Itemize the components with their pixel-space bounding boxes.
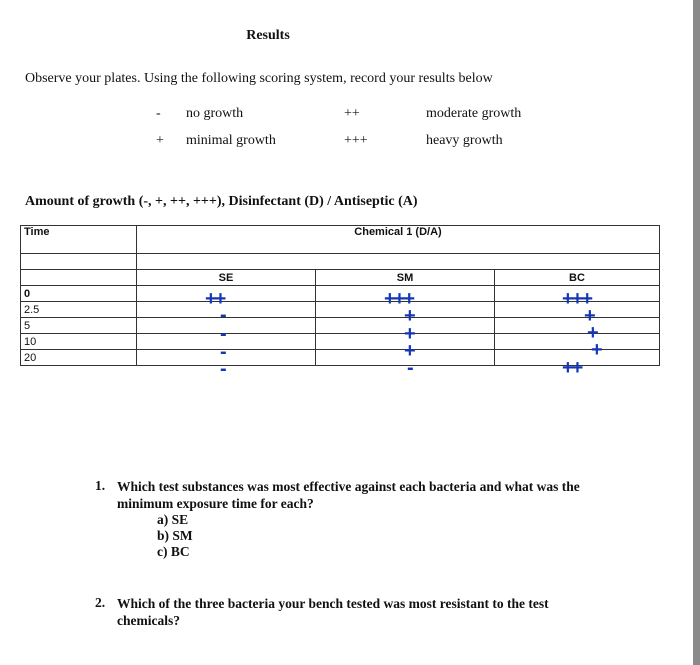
time-row-label: 20 [21, 350, 137, 366]
legend-neg-symbol: - [156, 106, 161, 121]
hw-bc-20: ++ [562, 357, 582, 379]
question-1-option-a: a) SE [157, 512, 189, 527]
hw-sm-2.5: + [404, 305, 414, 327]
time-row-label: 5 [21, 318, 137, 334]
question-2-number: 2. [95, 595, 106, 610]
hw-bc-0: +++ [562, 288, 592, 310]
hw-bc-5: + [587, 322, 597, 344]
time-header: Time [21, 226, 137, 254]
time-row-label: 0 [21, 286, 137, 302]
page-title: Results [246, 28, 290, 43]
table-cell [21, 270, 137, 286]
table-cell [137, 334, 316, 350]
legend-plus-label: minimal growth [186, 133, 276, 148]
hw-se-20: - [220, 358, 225, 380]
question-1-option-b: b) SM [157, 528, 193, 543]
hw-sm-5: + [404, 323, 414, 345]
table-cell [495, 318, 660, 334]
question-1-option-c: c) BC [157, 544, 190, 559]
bacteria-header-sm: SM [316, 270, 495, 286]
table-cell [495, 334, 660, 350]
section-title: Amount of growth (-, +, ++, +++), Disinfectant (D) / Antiseptic (A) [25, 194, 418, 209]
bacteria-header-bc: BC [495, 270, 660, 286]
hw-se-2.5: - [220, 304, 225, 326]
table-cell [137, 286, 316, 302]
table-cell [21, 254, 137, 270]
time-row-label: 2.5 [21, 302, 137, 318]
legend-ppp-label: heavy growth [426, 133, 503, 148]
hw-sm-0: +++ [384, 288, 414, 310]
time-row-label: 10 [21, 334, 137, 350]
legend-ppp-symbol: +++ [344, 133, 368, 148]
hw-bc-2.5: + [584, 305, 594, 327]
table-cell [137, 318, 316, 334]
table-cell [137, 350, 316, 366]
hw-se-5: - [220, 323, 225, 345]
hw-se-10: - [220, 341, 225, 363]
question-1-number: 1. [95, 478, 106, 493]
bacteria-header-se: SE [137, 270, 316, 286]
hw-se-0: ++ [205, 288, 225, 310]
table-cell [137, 302, 316, 318]
table-cell [137, 254, 660, 270]
legend-pp-label: moderate growth [426, 106, 522, 121]
legend-pp-symbol: ++ [344, 106, 360, 121]
hw-sm-10: + [404, 340, 414, 362]
question-2-text: Which of the three bacteria your bench tested was most resistant to the test chemicals? [117, 596, 549, 628]
hw-bc-10: + [591, 339, 601, 361]
intro-text: Observe your plates. Using the following scoring system, record your results below [25, 71, 493, 86]
question-1-text: Which test substances was most effective against each bacteria and what was the minimum exposure time for each? [117, 479, 580, 511]
chemical-header: Chemical 1 (D/A) [137, 226, 660, 254]
legend-plus-symbol: + [156, 133, 164, 148]
legend-neg-label: no growth [186, 106, 244, 121]
hw-sm-20: - [407, 357, 412, 379]
page-edge [693, 0, 700, 665]
